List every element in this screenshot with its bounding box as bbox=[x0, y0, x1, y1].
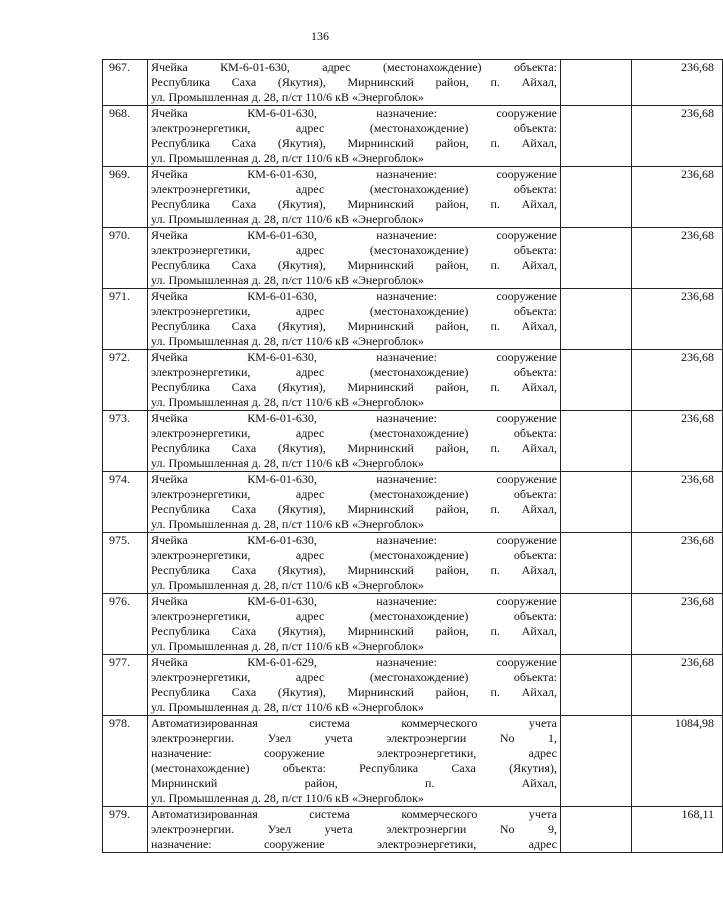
row-value: 236,68 bbox=[632, 411, 723, 472]
table-row bbox=[103, 106, 723, 167]
empty-cell bbox=[561, 472, 632, 533]
row-number: 978. bbox=[103, 716, 148, 807]
object-description bbox=[148, 716, 561, 807]
description-line: электроэнергетики, адрес (местонахождение) объекта: bbox=[151, 548, 557, 562]
description-line: электроэнергетики, адрес (местонахождение) объекта: bbox=[151, 609, 557, 623]
row-number: 972. bbox=[103, 350, 148, 411]
table-row bbox=[103, 533, 723, 594]
description-line: Ячейка КМ-6-01-629, назначение: сооружение bbox=[151, 655, 557, 669]
table-row bbox=[103, 472, 723, 533]
description-line: Республика Саха (Якутия), Мирнинский район, п. Айхал, bbox=[151, 624, 557, 638]
description-line: Республика Саха (Якутия), Мирнинский район, п. Айхал, bbox=[151, 136, 557, 150]
description-line: электроэнергетики, адрес (местонахождение) объекта: bbox=[151, 365, 557, 379]
object-description bbox=[148, 60, 561, 106]
empty-cell bbox=[561, 655, 632, 716]
description-line: ул. Промышленная д. 28, п/ст 110/6 кВ «Энергоблок» bbox=[151, 212, 424, 226]
row-number: 967. bbox=[103, 60, 148, 106]
description-line: Ячейка КМ-6-01-630, назначение: сооружение bbox=[151, 167, 557, 181]
description-line: электроэнергетики, адрес (местонахождение) объекта: bbox=[151, 670, 557, 684]
row-value: 236,68 bbox=[632, 655, 723, 716]
row-number: 968. bbox=[103, 106, 148, 167]
empty-cell bbox=[561, 807, 632, 853]
row-number: 970. bbox=[103, 228, 148, 289]
description-line: ул. Промышленная д. 28, п/ст 110/6 кВ «Энергоблок» bbox=[151, 90, 424, 104]
description-line: назначение: сооружение электроэнергетики, адрес bbox=[151, 837, 557, 851]
description-line: ул. Промышленная д. 28, п/ст 110/6 кВ «Энергоблок» bbox=[151, 517, 424, 531]
description-line: электроэнергетики, адрес (местонахождение) объекта: bbox=[151, 304, 557, 318]
row-number: 974. bbox=[103, 472, 148, 533]
object-description bbox=[148, 228, 561, 289]
object-description bbox=[148, 411, 561, 472]
description-line: Республика Саха (Якутия), Мирнинский район, п. Айхал, bbox=[151, 75, 557, 89]
description-line: электроэнергетики, адрес (местонахождение) объекта: bbox=[151, 182, 557, 196]
description-line: Республика Саха (Якутия), Мирнинский район, п. Айхал, bbox=[151, 563, 557, 577]
empty-cell bbox=[561, 533, 632, 594]
row-number: 969. bbox=[103, 167, 148, 228]
description-line: Ячейка КМ-6-01-630, назначение: сооружение bbox=[151, 350, 557, 364]
description-line: ул. Промышленная д. 28, п/ст 110/6 кВ «Энергоблок» bbox=[151, 395, 424, 409]
empty-cell bbox=[561, 350, 632, 411]
empty-cell bbox=[561, 60, 632, 106]
description-line: электроэнергии. Узел учета электроэнергии No 9, bbox=[151, 822, 557, 836]
description-line: ул. Промышленная д. 28, п/ст 110/6 кВ «Энергоблок» bbox=[151, 700, 424, 714]
row-value: 236,68 bbox=[632, 533, 723, 594]
description-line: ул. Промышленная д. 28, п/ст 110/6 кВ «Энергоблок» bbox=[151, 151, 424, 165]
object-description bbox=[148, 655, 561, 716]
description-line: Автоматизированная система коммерческого учета bbox=[151, 807, 557, 821]
registry-table-body bbox=[103, 60, 723, 853]
description-line: ул. Промышленная д. 28, п/ст 110/6 кВ «Энергоблок» bbox=[151, 578, 424, 592]
table-row bbox=[103, 289, 723, 350]
empty-cell bbox=[561, 228, 632, 289]
description-line: назначение: сооружение электроэнергетики, адрес bbox=[151, 746, 557, 760]
description-line: Мирнинский район, п. Айхал, bbox=[151, 776, 557, 790]
row-number: 977. bbox=[103, 655, 148, 716]
description-line: Республика Саха (Якутия), Мирнинский район, п. Айхал, bbox=[151, 197, 557, 211]
empty-cell bbox=[561, 106, 632, 167]
row-number: 971. bbox=[103, 289, 148, 350]
table-row bbox=[103, 411, 723, 472]
row-value: 236,68 bbox=[632, 228, 723, 289]
row-number: 975. bbox=[103, 533, 148, 594]
description-line: Республика Саха (Якутия), Мирнинский район, п. Айхал, bbox=[151, 685, 557, 699]
description-line: Республика Саха (Якутия), Мирнинский район, п. Айхал, bbox=[151, 380, 557, 394]
row-value: 236,68 bbox=[632, 167, 723, 228]
row-number: 973. bbox=[103, 411, 148, 472]
table-row bbox=[103, 655, 723, 716]
registry-table bbox=[102, 59, 723, 853]
row-value: 236,68 bbox=[632, 350, 723, 411]
description-line: Республика Саха (Якутия), Мирнинский район, п. Айхал, bbox=[151, 502, 557, 516]
description-line: Ячейка КМ-6-01-630, назначение: сооружение bbox=[151, 533, 557, 547]
description-line: Ячейка КМ-6-01-630, назначение: сооружение bbox=[151, 289, 557, 303]
description-line: электроэнергии. Узел учета электроэнергии No 1, bbox=[151, 731, 557, 745]
table-row bbox=[103, 807, 723, 853]
empty-cell bbox=[561, 167, 632, 228]
row-number: 979. bbox=[103, 807, 148, 853]
table-row bbox=[103, 594, 723, 655]
empty-cell bbox=[561, 289, 632, 350]
description-line: Республика Саха (Якутия), Мирнинский район, п. Айхал, bbox=[151, 258, 557, 272]
table-row bbox=[103, 60, 723, 106]
description-line: электроэнергетики, адрес (местонахождение) объекта: bbox=[151, 121, 557, 135]
description-line: электроэнергетики, адрес (местонахождение) объекта: bbox=[151, 426, 557, 440]
description-line: ул. Промышленная д. 28, п/ст 110/6 кВ «Энергоблок» bbox=[151, 456, 424, 470]
row-value: 236,68 bbox=[632, 106, 723, 167]
empty-cell bbox=[561, 594, 632, 655]
row-value: 236,68 bbox=[632, 472, 723, 533]
row-value: 236,68 bbox=[632, 289, 723, 350]
description-line: ул. Промышленная д. 28, п/ст 110/6 кВ «Энергоблок» bbox=[151, 273, 424, 287]
page-number: 136 bbox=[311, 29, 329, 43]
row-value: 168,11 bbox=[632, 807, 723, 853]
description-line: (местонахождение) объекта: Республика Саха (Якутия), bbox=[151, 761, 557, 775]
description-line: Республика Саха (Якутия), Мирнинский район, п. Айхал, bbox=[151, 441, 557, 455]
description-line: ул. Промышленная д. 28, п/ст 110/6 кВ «Энергоблок» bbox=[151, 334, 424, 348]
description-line: ул. Промышленная д. 28, п/ст 110/6 кВ «Энергоблок» bbox=[151, 791, 424, 805]
object-description bbox=[148, 106, 561, 167]
empty-cell bbox=[561, 411, 632, 472]
description-line: электроэнергетики, адрес (местонахождение) объекта: bbox=[151, 487, 557, 501]
object-description bbox=[148, 289, 561, 350]
empty-cell bbox=[561, 716, 632, 807]
description-line: Республика Саха (Якутия), Мирнинский район, п. Айхал, bbox=[151, 319, 557, 333]
description-line: электроэнергетики, адрес (местонахождение) объекта: bbox=[151, 243, 557, 257]
table-row bbox=[103, 716, 723, 807]
description-line: Автоматизированная система коммерческого учета bbox=[151, 716, 557, 730]
description-line: ул. Промышленная д. 28, п/ст 110/6 кВ «Энергоблок» bbox=[151, 639, 424, 653]
row-number: 976. bbox=[103, 594, 148, 655]
object-description bbox=[148, 594, 561, 655]
description-line: Ячейка КМ-6-01-630, назначение: сооружение bbox=[151, 228, 557, 242]
object-description bbox=[148, 167, 561, 228]
row-value: 236,68 bbox=[632, 594, 723, 655]
description-line: Ячейка КМ-6-01-630, адрес (местонахождение) объекта: bbox=[151, 60, 557, 74]
table-row bbox=[103, 350, 723, 411]
object-description bbox=[148, 350, 561, 411]
description-line: Ячейка КМ-6-01-630, назначение: сооружение bbox=[151, 411, 557, 425]
table-row bbox=[103, 167, 723, 228]
table-row bbox=[103, 228, 723, 289]
description-line: Ячейка КМ-6-01-630, назначение: сооружение bbox=[151, 472, 557, 486]
row-value: 236,68 bbox=[632, 60, 723, 106]
object-description bbox=[148, 533, 561, 594]
row-value: 1084,98 bbox=[632, 716, 723, 807]
object-description bbox=[148, 472, 561, 533]
object-description bbox=[148, 807, 561, 853]
description-line: Ячейка КМ-6-01-630, назначение: сооружение bbox=[151, 106, 557, 120]
description-line: Ячейка КМ-6-01-630, назначение: сооружение bbox=[151, 594, 557, 608]
